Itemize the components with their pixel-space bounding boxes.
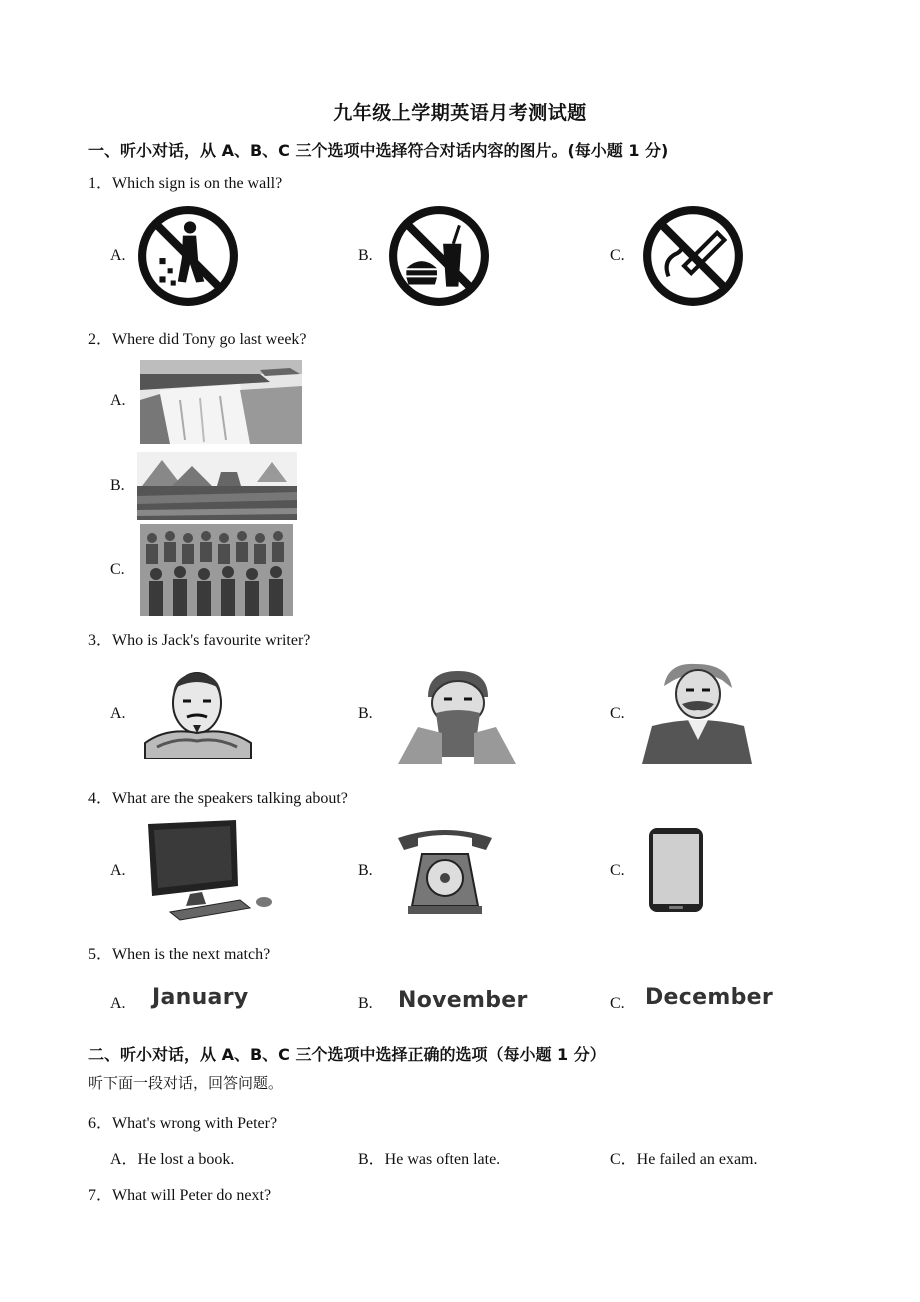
option-a-label: A. [110, 392, 126, 409]
section1-heading: 一、听小对话，从 A、B、C 三个选项中选择符合对话内容的图片。(每小题 1 分) [88, 141, 669, 160]
question-3: 3．Who is Jack's favourite writer? [88, 632, 311, 649]
rotary-telephone-icon [388, 826, 502, 916]
q6-option-a: A．He lost a book. [110, 1151, 235, 1168]
no-littering-sign-icon [137, 205, 239, 307]
option-c-label: C. [610, 995, 625, 1012]
question-6: 6．What's wrong with Peter? [88, 1115, 278, 1132]
confucius-portrait-icon [388, 667, 526, 764]
option-c-label: C. [610, 862, 625, 879]
terracotta-warriors-photo-icon [140, 524, 293, 616]
smartphone-icon [645, 826, 707, 914]
page-title: 九年级上学期英语月考测试题 [333, 102, 587, 124]
section2-heading: 二、听小对话，从 A、B、C 三个选项中选择正确的选项（每小题 1 分） [88, 1045, 606, 1064]
option-c-label: C. [610, 247, 625, 264]
option-a-label: A. [110, 995, 126, 1012]
question-1: 1．Which sign is on the wall? [88, 175, 283, 192]
option-b-label: B. [110, 477, 125, 494]
question-7: 7．What will Peter do next? [88, 1187, 272, 1204]
option-c-label: C. [610, 705, 625, 722]
mark-twain-portrait-icon [638, 660, 756, 764]
question-2: 2．Where did Tony go last week? [88, 331, 307, 348]
option-a-label: A. [110, 862, 126, 879]
option-b-label: B. [358, 995, 373, 1012]
no-eating-drinking-sign-icon [388, 205, 490, 307]
option-c-label: C. [110, 561, 125, 578]
option-b-label: B. [358, 247, 373, 264]
section2-instruction: 听下面一段对话，回答问题。 [88, 1074, 284, 1092]
q6-option-b: B．He was often late. [358, 1151, 501, 1168]
month-january: January [152, 985, 249, 1010]
option-a-label: A. [110, 705, 126, 722]
question-5: 5．When is the next match? [88, 946, 271, 963]
desktop-computer-icon [140, 818, 280, 922]
option-b-label: B. [358, 705, 373, 722]
pyramids-sphinx-photo-icon [137, 452, 297, 520]
waterfall-photo-icon [140, 360, 302, 444]
option-a-label: A. [110, 247, 126, 264]
q6-option-c: C．He failed an exam. [610, 1151, 758, 1168]
no-smoking-sign-icon [640, 205, 746, 307]
month-november: November [398, 988, 528, 1013]
option-b-label: B. [358, 862, 373, 879]
question-4: 4．What are the speakers talking about? [88, 790, 348, 807]
shakespeare-portrait-icon [137, 667, 259, 759]
month-december: December [645, 985, 773, 1010]
